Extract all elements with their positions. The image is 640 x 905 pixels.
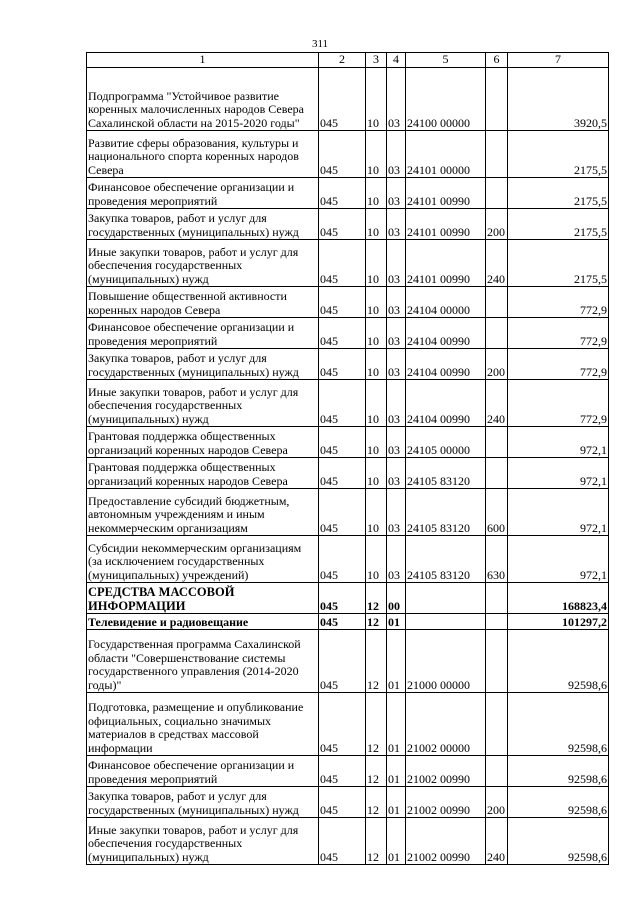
target-article-cell: 24105 83120 — [406, 458, 486, 489]
target-article-cell: 24104 00990 — [406, 318, 486, 349]
table-row — [87, 68, 609, 131]
row-name-cell: Повышение общественной активности коренных народов Севера — [87, 287, 319, 318]
target-article-cell: 24101 00990 — [406, 209, 486, 240]
section-code-cell: 12 — [366, 818, 387, 865]
section-code-cell: 10 — [366, 131, 387, 178]
subsection-code-cell: 01 — [387, 818, 406, 865]
sum-cell: 101297,2 — [508, 614, 609, 630]
expense-type-cell — [486, 458, 508, 489]
section-code-cell: 10 — [366, 240, 387, 287]
target-article-cell: 21002 00990 — [406, 787, 486, 818]
column-header: 5 — [406, 53, 486, 68]
sum-cell: 2175,5 — [508, 178, 609, 209]
subsection-code-cell: 03 — [387, 380, 406, 427]
subsection-code-cell: 03 — [387, 178, 406, 209]
expense-type-cell — [486, 756, 508, 787]
section-code-cell: 10 — [366, 458, 387, 489]
row-name-cell: Иные закупки товаров, работ и услуг для обеспечения государственных (муниципальных) нужд — [87, 240, 319, 287]
ved-code-cell: 045 — [319, 536, 366, 583]
table-row — [87, 489, 609, 536]
row-name-cell: Финансовое обеспечение организации и проведения мероприятий — [87, 178, 319, 209]
sum-cell: 772,9 — [508, 287, 609, 318]
subsection-code-cell: 00 — [387, 583, 406, 614]
section-code-cell: 10 — [366, 287, 387, 318]
expense-type-cell: 200 — [486, 787, 508, 818]
ved-code-cell: 045 — [319, 818, 366, 865]
row-name-cell: СРЕДСТВА МАССОВОЙ ИНФОРМАЦИИ — [87, 583, 319, 614]
expense-type-cell: 600 — [486, 489, 508, 536]
table-row — [87, 427, 609, 458]
column-header: 7 — [508, 53, 609, 68]
target-article-cell — [406, 583, 486, 614]
expense-type-cell: 200 — [486, 209, 508, 240]
subsection-code-cell: 01 — [387, 756, 406, 787]
target-article-cell: 24101 00990 — [406, 240, 486, 287]
section-code-cell: 10 — [366, 318, 387, 349]
expense-type-cell — [486, 131, 508, 178]
table-row — [87, 240, 609, 287]
target-article-cell: 21000 00000 — [406, 630, 486, 693]
table-row — [87, 536, 609, 583]
sum-cell: 2175,5 — [508, 209, 609, 240]
sum-cell: 168823,4 — [508, 583, 609, 614]
table-row — [87, 318, 609, 349]
ved-code-cell: 045 — [319, 756, 366, 787]
row-name-cell: Иные закупки товаров, работ и услуг для обеспечения государственных (муниципальных) нужд — [87, 818, 319, 865]
expense-type-cell — [486, 178, 508, 209]
target-article-cell: 24104 00990 — [406, 380, 486, 427]
sum-cell: 92598,6 — [508, 818, 609, 865]
expense-type-cell — [486, 287, 508, 318]
subsection-code-cell: 03 — [387, 68, 406, 131]
sum-cell: 772,9 — [508, 318, 609, 349]
ved-code-cell: 045 — [319, 693, 366, 756]
sum-cell: 772,9 — [508, 349, 609, 380]
ved-code-cell: 045 — [319, 349, 366, 380]
target-article-cell: 24101 00990 — [406, 178, 486, 209]
sum-cell: 92598,6 — [508, 693, 609, 756]
section-code-cell: 10 — [366, 68, 387, 131]
target-article-cell — [406, 614, 486, 630]
ved-code-cell: 045 — [319, 209, 366, 240]
expense-type-cell — [486, 427, 508, 458]
expense-type-cell: 200 — [486, 349, 508, 380]
table-row — [87, 756, 609, 787]
table-row — [87, 209, 609, 240]
subsection-code-cell: 03 — [387, 209, 406, 240]
target-article-cell: 21002 00000 — [406, 693, 486, 756]
section-code-cell: 10 — [366, 349, 387, 380]
row-name-cell: Закупка товаров, работ и услуг для государственных (муниципальных) нужд — [87, 787, 319, 818]
subsection-code-cell: 03 — [387, 287, 406, 318]
ved-code-cell: 045 — [319, 583, 366, 614]
column-header: 4 — [387, 53, 406, 68]
target-article-cell: 24105 83120 — [406, 489, 486, 536]
subsection-code-cell: 03 — [387, 240, 406, 287]
ved-code-cell: 045 — [319, 458, 366, 489]
subsection-code-cell: 03 — [387, 489, 406, 536]
target-article-cell: 21002 00990 — [406, 818, 486, 865]
column-header: 1 — [87, 53, 319, 68]
expense-type-cell — [486, 614, 508, 630]
row-name-cell: Подпрограмма "Устойчивое развитие коренных малочисленных народов Севера Сахалинской области на 2015-2020 годы" — [87, 68, 319, 131]
expense-type-cell — [486, 68, 508, 131]
section-code-cell: 12 — [366, 693, 387, 756]
subsection-code-cell: 03 — [387, 318, 406, 349]
sum-cell: 3920,5 — [508, 68, 609, 131]
expense-type-cell: 240 — [486, 380, 508, 427]
expense-type-cell: 240 — [486, 240, 508, 287]
ved-code-cell: 045 — [319, 630, 366, 693]
section-code-cell: 10 — [366, 380, 387, 427]
row-name-cell: Государственная программа Сахалинской области "Совершенствование системы государственного управления (2014-2020 годы)" — [87, 630, 319, 693]
column-header: 2 — [319, 53, 366, 68]
expense-type-cell — [486, 583, 508, 614]
row-name-cell: Закупка товаров, работ и услуг для государственных (муниципальных) нужд — [87, 209, 319, 240]
row-name-cell: Грантовая поддержка общественных организаций коренных народов Севера — [87, 427, 319, 458]
subsection-code-cell: 01 — [387, 630, 406, 693]
target-article-cell: 24101 00000 — [406, 131, 486, 178]
section-code-cell: 12 — [366, 630, 387, 693]
ved-code-cell: 045 — [319, 318, 366, 349]
sum-cell: 92598,6 — [508, 787, 609, 818]
section-code-cell: 12 — [366, 583, 387, 614]
sum-cell: 972,1 — [508, 536, 609, 583]
row-name-cell: Субсидии некоммерческим организациям (за исключением государственных (муниципальных) учреждений) — [87, 536, 319, 583]
sum-cell: 92598,6 — [508, 630, 609, 693]
section-code-cell: 10 — [366, 427, 387, 458]
row-name-cell: Иные закупки товаров, работ и услуг для обеспечения государственных (муниципальных) нужд — [87, 380, 319, 427]
target-article-cell: 24105 83120 — [406, 536, 486, 583]
column-header: 3 — [366, 53, 387, 68]
table-row — [87, 787, 609, 818]
table-row — [87, 131, 609, 178]
ved-code-cell: 045 — [319, 131, 366, 178]
sum-cell: 2175,5 — [508, 131, 609, 178]
table-row — [87, 693, 609, 756]
ved-code-cell: 045 — [319, 614, 366, 630]
section-code-cell: 12 — [366, 787, 387, 818]
row-name-cell: Финансовое обеспечение организации и проведения мероприятий — [87, 756, 319, 787]
section-code-cell: 10 — [366, 209, 387, 240]
ved-code-cell: 045 — [319, 380, 366, 427]
sum-cell: 972,1 — [508, 458, 609, 489]
table-row — [87, 458, 609, 489]
subsection-code-cell: 03 — [387, 131, 406, 178]
column-header: 6 — [486, 53, 508, 68]
budget-table — [86, 52, 609, 865]
ved-code-cell: 045 — [319, 489, 366, 536]
row-name-cell: Телевидение и радиовещание — [87, 614, 319, 630]
page-number: 311 — [311, 38, 329, 50]
row-name-cell: Закупка товаров, работ и услуг для государственных (муниципальных) нужд — [87, 349, 319, 380]
table-row — [87, 178, 609, 209]
table-row — [87, 614, 609, 630]
section-code-cell: 12 — [366, 614, 387, 630]
target-article-cell: 21002 00990 — [406, 756, 486, 787]
ved-code-cell: 045 — [319, 68, 366, 131]
subsection-code-cell: 01 — [387, 614, 406, 630]
section-code-cell: 12 — [366, 756, 387, 787]
sum-cell: 972,1 — [508, 489, 609, 536]
subsection-code-cell: 03 — [387, 427, 406, 458]
section-code-cell: 10 — [366, 536, 387, 583]
target-article-cell: 24105 00000 — [406, 427, 486, 458]
table-row — [87, 349, 609, 380]
target-article-cell: 24100 00000 — [406, 68, 486, 131]
table-row — [87, 630, 609, 693]
subsection-code-cell: 03 — [387, 349, 406, 380]
subsection-code-cell: 01 — [387, 693, 406, 756]
ved-code-cell: 045 — [319, 240, 366, 287]
row-name-cell: Развитие сферы образования, культуры и национального спорта коренных народов Севера — [87, 131, 319, 178]
table-row — [87, 380, 609, 427]
row-name-cell: Предоставление субсидий бюджетным, автономным учреждениям и иным некоммерческим организациям — [87, 489, 319, 536]
target-article-cell: 24104 00000 — [406, 287, 486, 318]
ved-code-cell: 045 — [319, 287, 366, 318]
subsection-code-cell: 03 — [387, 536, 406, 583]
row-name-cell: Грантовая поддержка общественных организаций коренных народов Севера — [87, 458, 319, 489]
table-row — [87, 818, 609, 865]
sum-cell: 92598,6 — [508, 756, 609, 787]
target-article-cell: 24104 00990 — [406, 349, 486, 380]
expense-type-cell: 240 — [486, 818, 508, 865]
sum-cell: 2175,5 — [508, 240, 609, 287]
table-row — [87, 583, 609, 614]
subsection-code-cell: 03 — [387, 458, 406, 489]
expense-type-cell — [486, 693, 508, 756]
ved-code-cell: 045 — [319, 427, 366, 458]
table-header-row — [87, 53, 609, 68]
expense-type-cell — [486, 630, 508, 693]
table-row — [87, 287, 609, 318]
ved-code-cell: 045 — [319, 787, 366, 818]
section-code-cell: 10 — [366, 489, 387, 536]
budget-table-body — [87, 53, 609, 865]
sum-cell: 972,1 — [508, 427, 609, 458]
row-name-cell: Подготовка, размещение и опубликование официальных, социально значимых материалов в средствах массовой информации — [87, 693, 319, 756]
expense-type-cell: 630 — [486, 536, 508, 583]
expense-type-cell — [486, 318, 508, 349]
sum-cell: 772,9 — [508, 380, 609, 427]
subsection-code-cell: 01 — [387, 787, 406, 818]
ved-code-cell: 045 — [319, 178, 366, 209]
section-code-cell: 10 — [366, 178, 387, 209]
row-name-cell: Финансовое обеспечение организации и проведения мероприятий — [87, 318, 319, 349]
